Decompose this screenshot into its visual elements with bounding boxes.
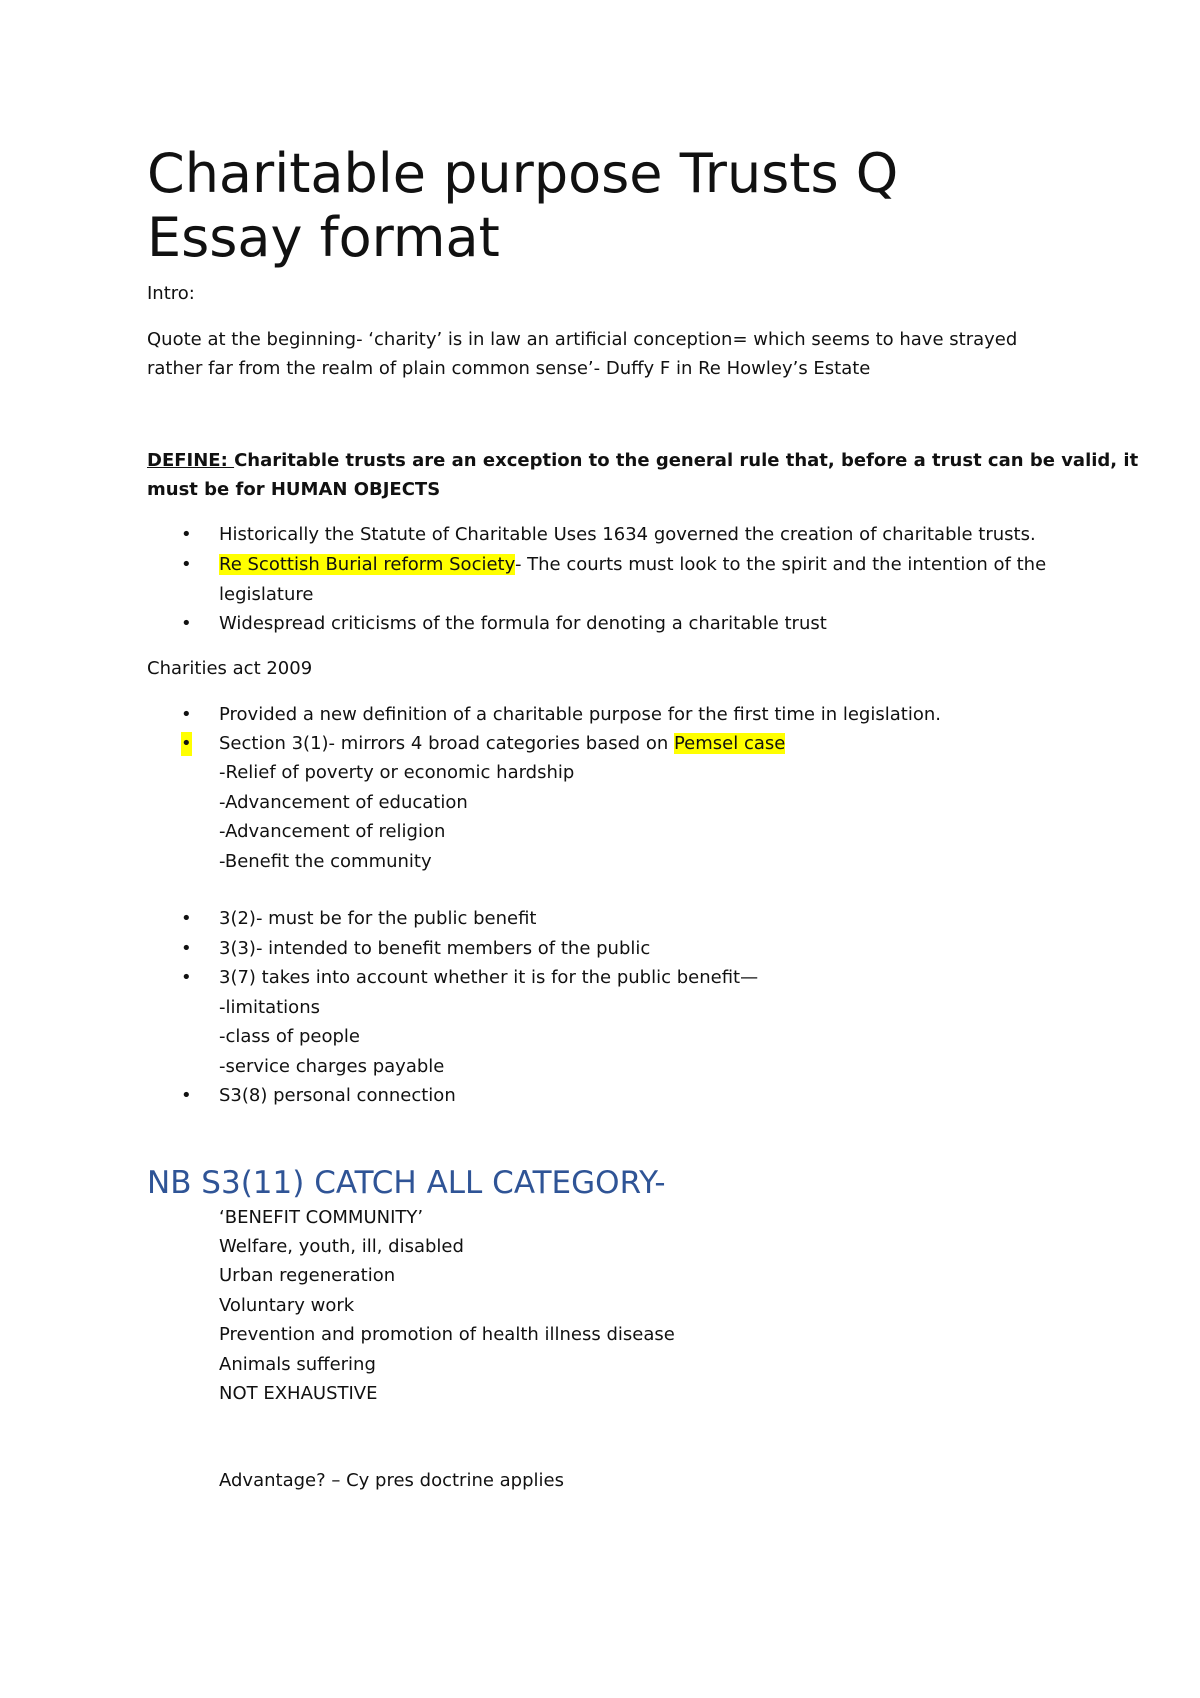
define-line-2: must be for HUMAN OBJECTS bbox=[147, 479, 441, 500]
section-sub-item: -limitations bbox=[219, 997, 320, 1018]
history-bullet-3: Widespread criticisms of the formula for denoting a charitable trust bbox=[219, 613, 827, 634]
define-label: DEFINE: bbox=[147, 450, 235, 471]
history-bullet-2 bbox=[219, 553, 1046, 577]
nb-item: Welfare, youth, ill, disabled bbox=[219, 1236, 464, 1257]
title-line-2: Essay format bbox=[147, 206, 500, 269]
section-sub-item: -service charges payable bbox=[219, 1056, 445, 1077]
bullet-icon: • bbox=[181, 908, 192, 929]
section-bullet-1: 3(2)- must be for the public benefit bbox=[219, 908, 537, 929]
act-bullet-2 bbox=[219, 732, 785, 756]
case-highlight-pemsel: Pemsel case bbox=[673, 733, 786, 754]
define-line-1 bbox=[147, 449, 1138, 473]
advantage-line: Advantage? – Cy pres doctrine applies bbox=[219, 1470, 564, 1491]
define-text: Charitable trusts are an exception to the general rule that, before a trust can be valid, it bbox=[234, 450, 1139, 471]
nb-item: Animals suffering bbox=[219, 1354, 376, 1375]
section-bullet-4: S3(8) personal connection bbox=[219, 1085, 456, 1106]
intro-label: Intro: bbox=[147, 283, 195, 304]
category-item: -Benefit the community bbox=[219, 851, 432, 872]
history-bullet-2-cont: legislature bbox=[219, 584, 314, 605]
category-item: -Relief of poverty or economic hardship bbox=[219, 762, 575, 783]
bullet-icon: • bbox=[181, 554, 192, 575]
category-item: -Advancement of education bbox=[219, 792, 468, 813]
charities-act-label: Charities act 2009 bbox=[147, 658, 313, 679]
nb-item: ‘BENEFIT COMMUNITY’ bbox=[219, 1207, 424, 1228]
bullet-icon: • bbox=[181, 938, 192, 959]
bullet-icon: • bbox=[181, 524, 192, 545]
act-bullet-1: Provided a new definition of a charitable purpose for the first time in legislation. bbox=[219, 704, 941, 725]
nb-item: Voluntary work bbox=[219, 1295, 355, 1316]
bullet-icon: • bbox=[181, 733, 192, 754]
quote-line-2: rather far from the realm of plain common sense’- Duffy F in Re Howley’s Estate bbox=[147, 358, 871, 379]
quote-line-1: Quote at the beginning- ‘charity’ is in law an artificial conception= which seems to have strayed bbox=[147, 329, 1018, 350]
section-bullet-3: 3(7) takes into account whether it is for the public benefit— bbox=[219, 967, 759, 988]
document-title bbox=[147, 142, 1147, 270]
section-sub-item: -class of people bbox=[219, 1026, 360, 1047]
bullet-icon: • bbox=[181, 967, 192, 988]
nb-heading: NB S3(11) CATCH ALL CATEGORY- bbox=[147, 1165, 666, 1201]
history-bullet-1: Historically the Statute of Charitable Uses 1634 governed the creation of charitable trusts. bbox=[219, 524, 1036, 545]
nb-item: NOT EXHAUSTIVE bbox=[219, 1383, 378, 1404]
case-highlight-scottish-burial: Re Scottish Burial reform Society bbox=[219, 554, 515, 575]
nb-item: Urban regeneration bbox=[219, 1265, 396, 1286]
bullet-icon: • bbox=[181, 613, 192, 634]
section-bullet-2: 3(3)- intended to benefit members of the public bbox=[219, 938, 651, 959]
history-bullet-2-text: - The courts must look to the spirit and the intention of the bbox=[514, 554, 1047, 575]
bullet-icon: • bbox=[181, 704, 192, 725]
act-bullet-2-text: Section 3(1)- mirrors 4 broad categories based on bbox=[219, 733, 674, 754]
bullet-icon: • bbox=[181, 1085, 192, 1106]
category-item: -Advancement of religion bbox=[219, 821, 446, 842]
title-line-1: Charitable purpose Trusts Q bbox=[147, 142, 899, 205]
nb-item: Prevention and promotion of health illness disease bbox=[219, 1324, 675, 1345]
